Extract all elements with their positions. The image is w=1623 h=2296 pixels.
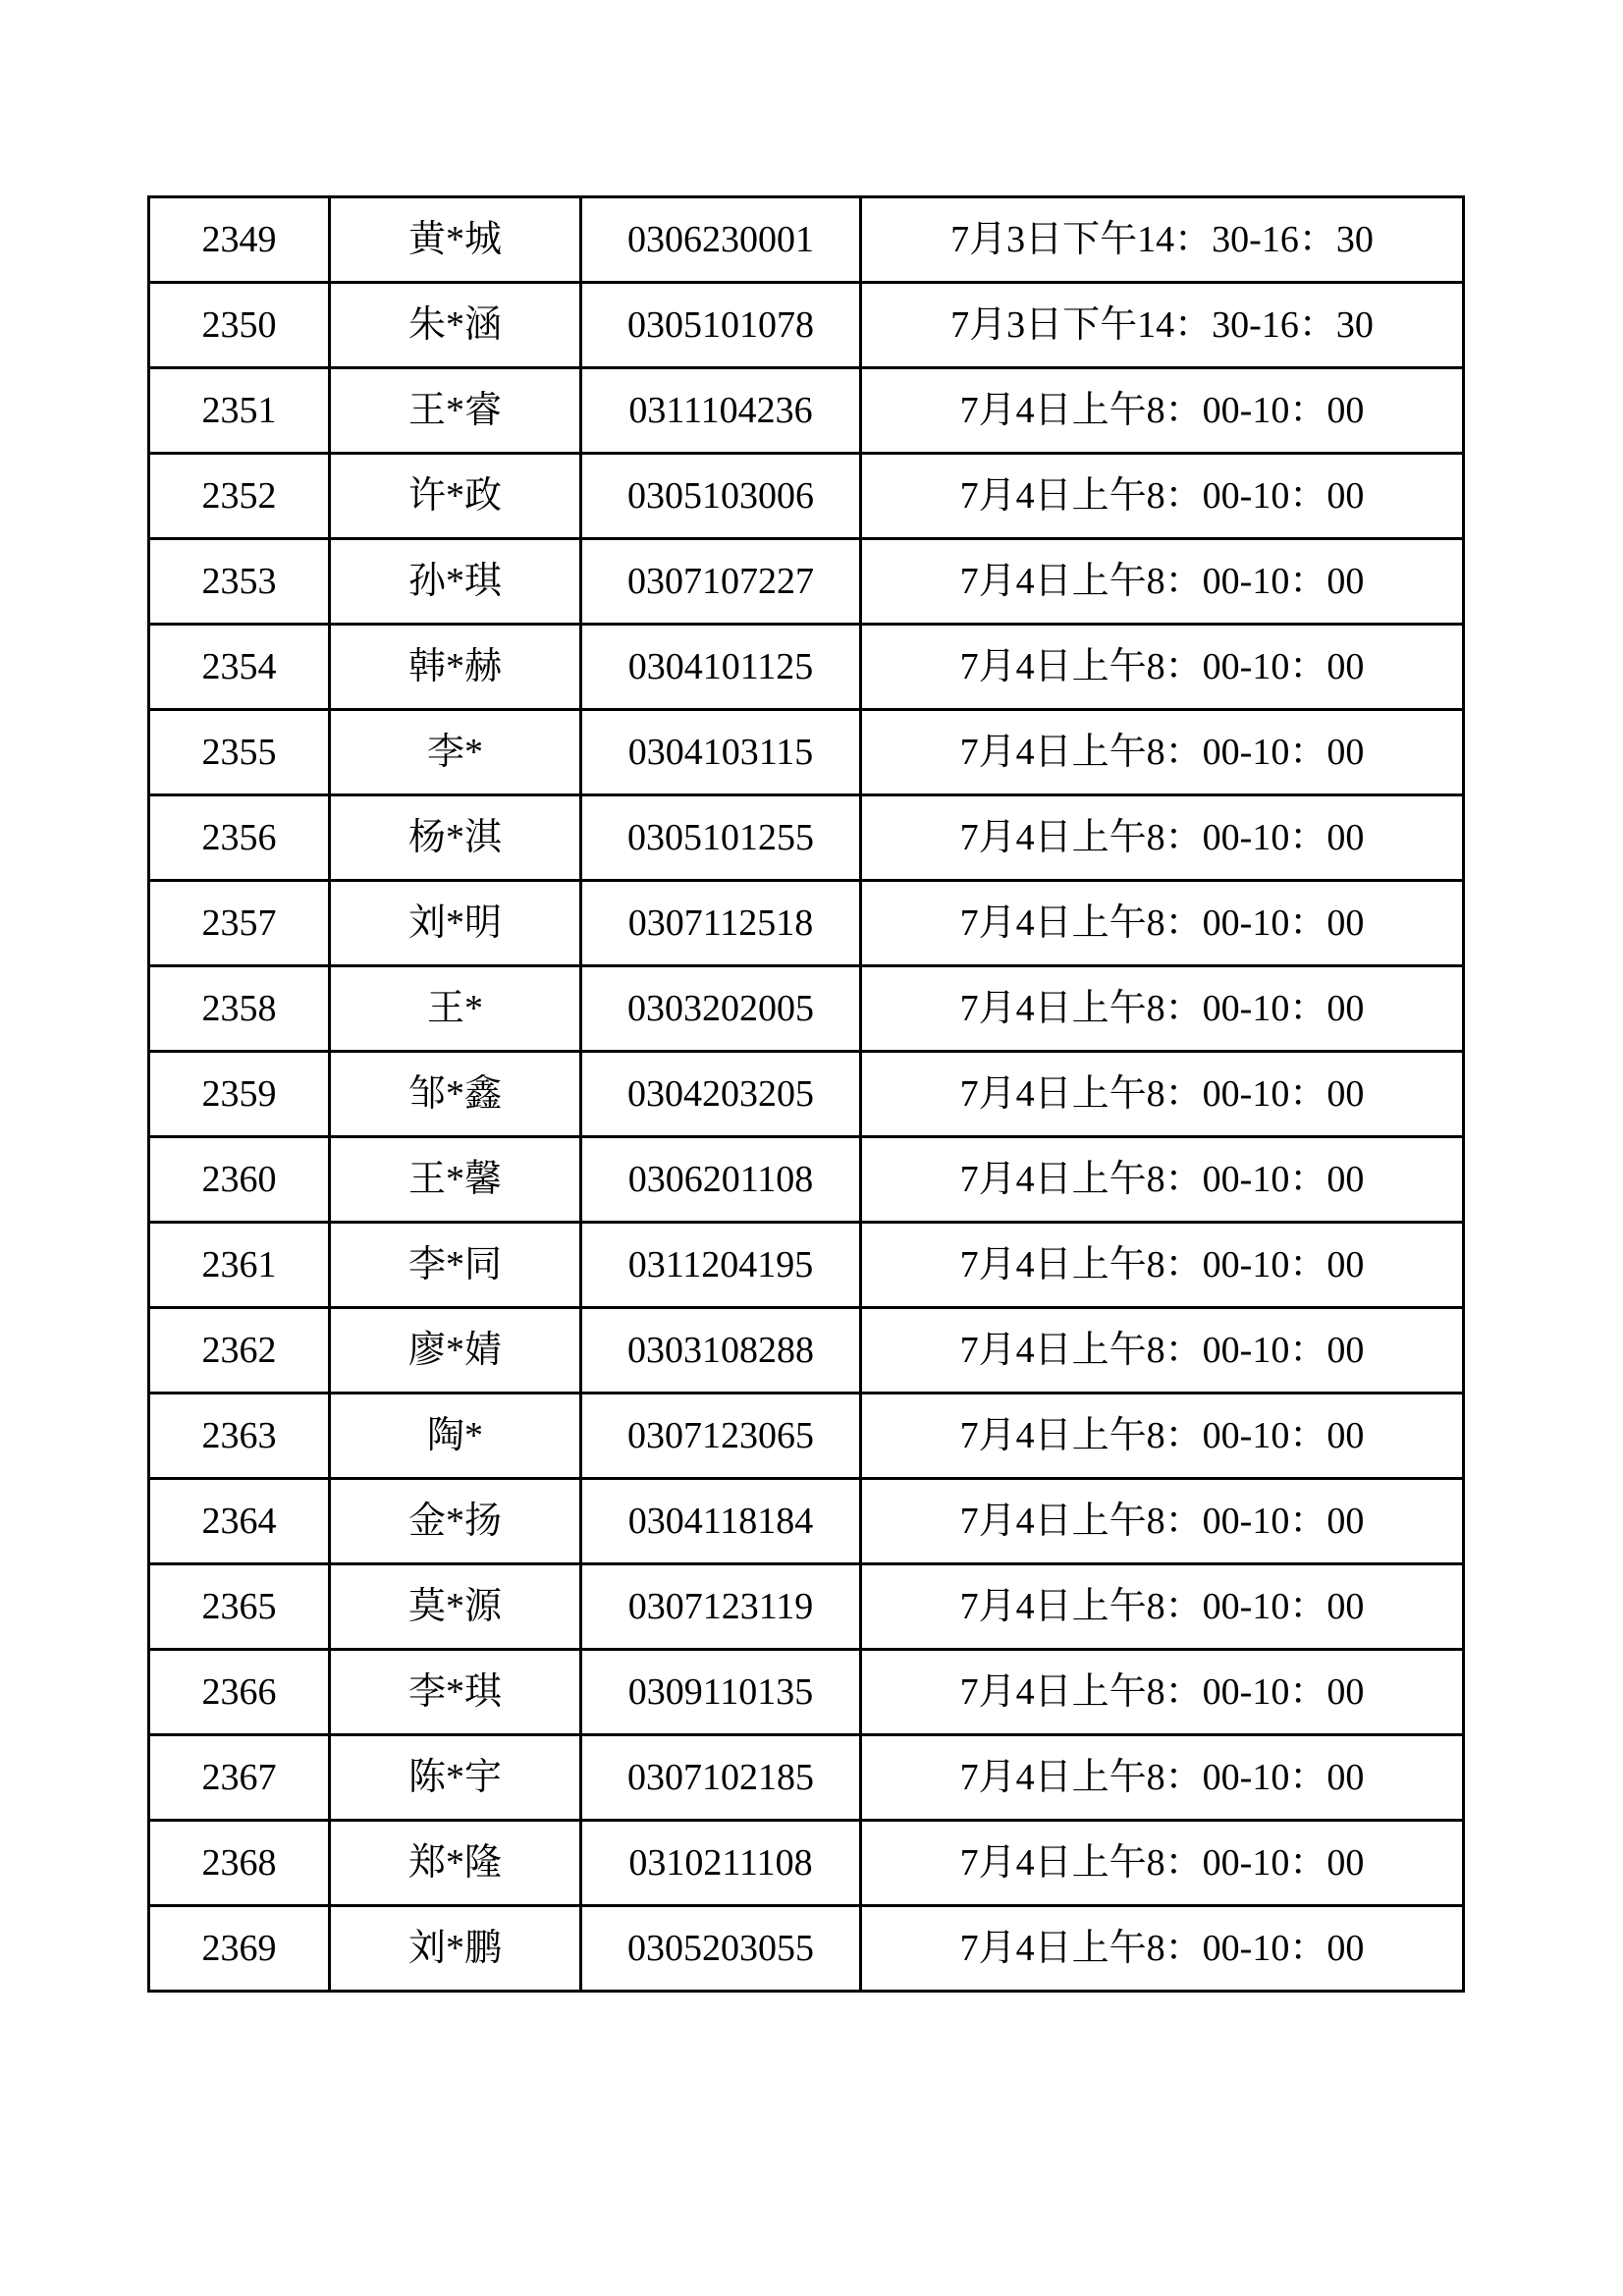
time-cell: 7月4日上午8：00-10：00 <box>861 1052 1464 1137</box>
document-page <box>147 195 1462 1993</box>
seq-cell: 2352 <box>149 454 330 539</box>
time-cell: 7月4日上午8：00-10：00 <box>861 1394 1464 1479</box>
time-cell: 7月4日上午8：00-10：00 <box>861 454 1464 539</box>
table-row <box>149 1564 1464 1650</box>
id-cell: 0304101125 <box>581 625 861 710</box>
id-cell: 0305101255 <box>581 795 861 881</box>
time-cell: 7月3日下午14：30-16：30 <box>861 283 1464 368</box>
time-cell: 7月4日上午8：00-10：00 <box>861 1735 1464 1821</box>
id-cell: 0304203205 <box>581 1052 861 1137</box>
table-row <box>149 795 1464 881</box>
name-cell: 杨*淇 <box>330 795 581 881</box>
time-cell: 7月4日上午8：00-10：00 <box>861 1650 1464 1735</box>
seq-cell: 2351 <box>149 368 330 454</box>
seq-cell: 2354 <box>149 625 330 710</box>
table-row <box>149 283 1464 368</box>
name-cell: 王*馨 <box>330 1137 581 1223</box>
seq-cell: 2356 <box>149 795 330 881</box>
seq-cell: 2362 <box>149 1308 330 1394</box>
time-cell: 7月4日上午8：00-10：00 <box>861 1137 1464 1223</box>
table-row <box>149 710 1464 795</box>
table-row <box>149 1821 1464 1906</box>
table-row <box>149 1308 1464 1394</box>
name-cell: 郑*隆 <box>330 1821 581 1906</box>
table-row <box>149 1223 1464 1308</box>
name-cell: 许*政 <box>330 454 581 539</box>
time-cell: 7月4日上午8：00-10：00 <box>861 1906 1464 1992</box>
table-row <box>149 1906 1464 1992</box>
name-cell: 刘*明 <box>330 881 581 966</box>
seq-cell: 2367 <box>149 1735 330 1821</box>
name-cell: 莫*源 <box>330 1564 581 1650</box>
time-cell: 7月4日上午8：00-10：00 <box>861 539 1464 625</box>
id-cell: 0304118184 <box>581 1479 861 1564</box>
id-cell: 0305203055 <box>581 1906 861 1992</box>
table-row <box>149 539 1464 625</box>
name-cell: 刘*鹏 <box>330 1906 581 1992</box>
id-cell: 0306201108 <box>581 1137 861 1223</box>
id-cell: 0311104236 <box>581 368 861 454</box>
name-cell: 陈*宇 <box>330 1735 581 1821</box>
time-cell: 7月4日上午8：00-10：00 <box>861 966 1464 1052</box>
seq-cell: 2358 <box>149 966 330 1052</box>
id-cell: 0305101078 <box>581 283 861 368</box>
seq-cell: 2357 <box>149 881 330 966</box>
time-cell: 7月4日上午8：00-10：00 <box>861 795 1464 881</box>
name-cell: 王*睿 <box>330 368 581 454</box>
seq-cell: 2355 <box>149 710 330 795</box>
name-cell: 邹*鑫 <box>330 1052 581 1137</box>
seq-cell: 2360 <box>149 1137 330 1223</box>
time-cell: 7月4日上午8：00-10：00 <box>861 1308 1464 1394</box>
time-cell: 7月4日上午8：00-10：00 <box>861 1479 1464 1564</box>
id-cell: 0305103006 <box>581 454 861 539</box>
time-cell: 7月4日上午8：00-10：00 <box>861 368 1464 454</box>
seq-cell: 2353 <box>149 539 330 625</box>
id-cell: 0304103115 <box>581 710 861 795</box>
table-row <box>149 1650 1464 1735</box>
table-row <box>149 368 1464 454</box>
roster-table <box>147 195 1465 1993</box>
table-row <box>149 881 1464 966</box>
id-cell: 0307102185 <box>581 1735 861 1821</box>
table-row <box>149 197 1464 283</box>
name-cell: 孙*琪 <box>330 539 581 625</box>
name-cell: 黄*城 <box>330 197 581 283</box>
seq-cell: 2363 <box>149 1394 330 1479</box>
seq-cell: 2366 <box>149 1650 330 1735</box>
time-cell: 7月3日下午14：30-16：30 <box>861 197 1464 283</box>
name-cell: 王* <box>330 966 581 1052</box>
table-row <box>149 454 1464 539</box>
name-cell: 金*扬 <box>330 1479 581 1564</box>
id-cell: 0306230001 <box>581 197 861 283</box>
id-cell: 0307112518 <box>581 881 861 966</box>
name-cell: 朱*涵 <box>330 283 581 368</box>
seq-cell: 2369 <box>149 1906 330 1992</box>
id-cell: 0303108288 <box>581 1308 861 1394</box>
id-cell: 0309110135 <box>581 1650 861 1735</box>
table-row <box>149 1137 1464 1223</box>
id-cell: 0307123119 <box>581 1564 861 1650</box>
table-row <box>149 1479 1464 1564</box>
table-row <box>149 966 1464 1052</box>
name-cell: 李* <box>330 710 581 795</box>
table-row <box>149 1394 1464 1479</box>
seq-cell: 2365 <box>149 1564 330 1650</box>
seq-cell: 2350 <box>149 283 330 368</box>
table-row <box>149 1052 1464 1137</box>
seq-cell: 2368 <box>149 1821 330 1906</box>
seq-cell: 2364 <box>149 1479 330 1564</box>
seq-cell: 2359 <box>149 1052 330 1137</box>
id-cell: 0307107227 <box>581 539 861 625</box>
name-cell: 廖*婧 <box>330 1308 581 1394</box>
time-cell: 7月4日上午8：00-10：00 <box>861 710 1464 795</box>
table-row <box>149 625 1464 710</box>
id-cell: 0310211108 <box>581 1821 861 1906</box>
seq-cell: 2361 <box>149 1223 330 1308</box>
time-cell: 7月4日上午8：00-10：00 <box>861 1564 1464 1650</box>
name-cell: 李*琪 <box>330 1650 581 1735</box>
time-cell: 7月4日上午8：00-10：00 <box>861 1223 1464 1308</box>
id-cell: 0303202005 <box>581 966 861 1052</box>
time-cell: 7月4日上午8：00-10：00 <box>861 625 1464 710</box>
seq-cell: 2349 <box>149 197 330 283</box>
id-cell: 0307123065 <box>581 1394 861 1479</box>
table-row <box>149 1735 1464 1821</box>
name-cell: 韩*赫 <box>330 625 581 710</box>
time-cell: 7月4日上午8：00-10：00 <box>861 881 1464 966</box>
time-cell: 7月4日上午8：00-10：00 <box>861 1821 1464 1906</box>
id-cell: 0311204195 <box>581 1223 861 1308</box>
name-cell: 陶* <box>330 1394 581 1479</box>
name-cell: 李*同 <box>330 1223 581 1308</box>
